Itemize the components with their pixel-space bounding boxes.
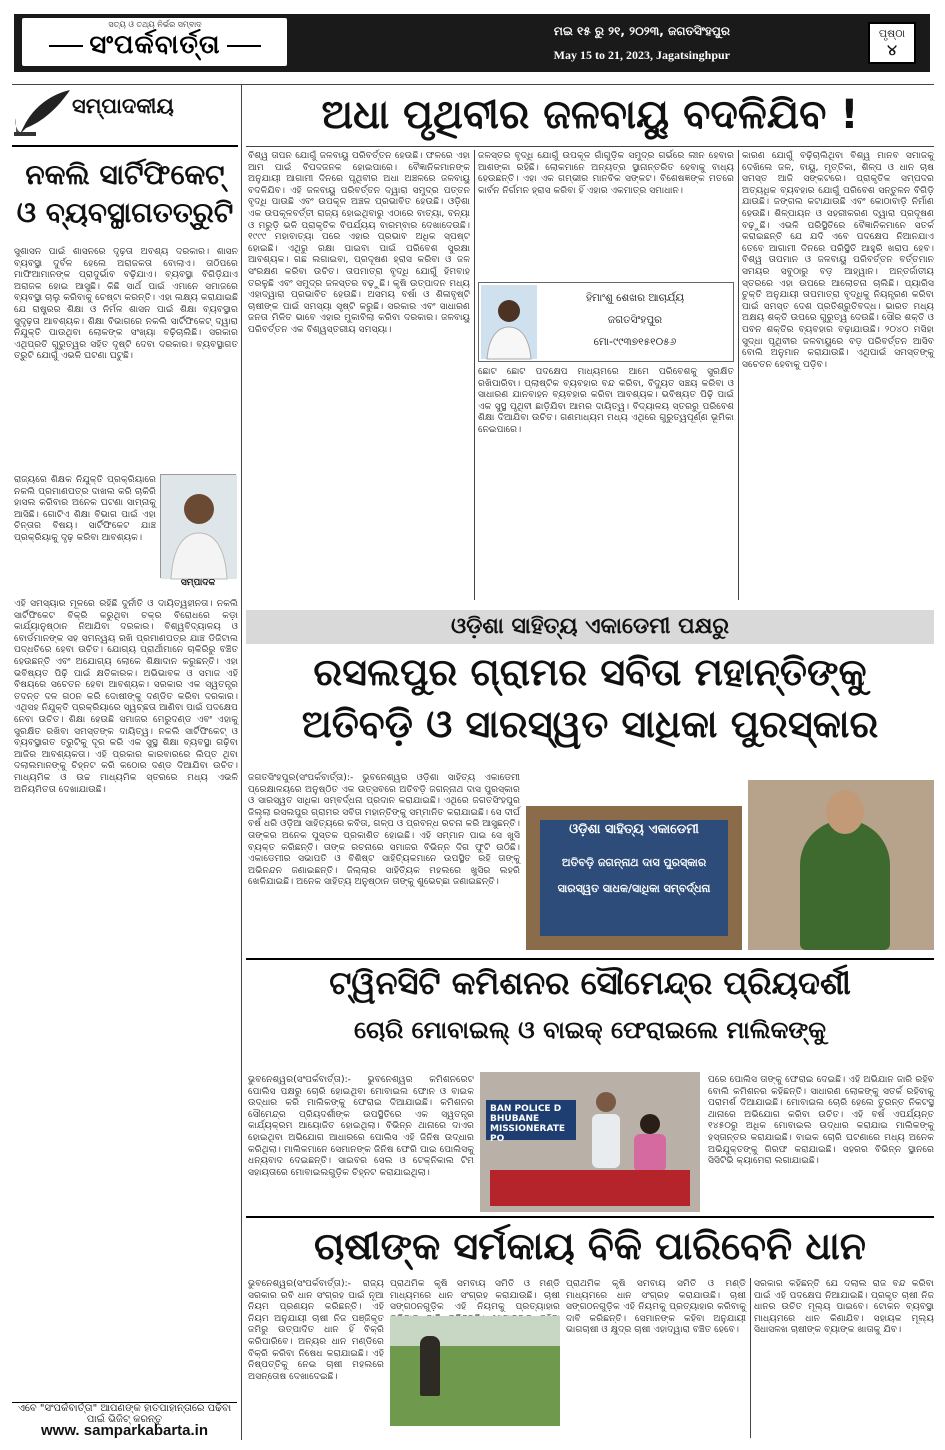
column-rule-climate-2 <box>738 150 739 600</box>
quill-icon <box>12 88 72 138</box>
author-portrait-icon <box>481 285 537 359</box>
page-label: ପୃଷ୍ଠା <box>878 27 906 40</box>
editor-portrait-icon <box>161 475 237 579</box>
author-photo <box>481 285 537 359</box>
academy-sign-award: ଅତିବଡ଼ି ଜଗନ୍ନାଥ ଦାସ ପୁରସ୍କାର <box>561 856 707 869</box>
academy-sign-honour: ସାରସ୍ୱତ ସାଧକ/ସାଧିକା ସମ୍ବର୍ଦ୍ଧନା <box>557 882 711 895</box>
editorial-body-part3: ଏହି ସମସ୍ୟାର ମୂଳରେ ରହିଛି ଦୁର୍ନୀତି ଓ ଦାୟିତ୍ୱହୀନତା। ନକଲି ସାର୍ଟିଫିକେଟ ବିକ୍ରି କରୁଥିବା ଚକ୍ର ବିରୋଧରେ କଡ଼ା କାର୍ଯ୍ୟାନୁଷ୍ଠାନ ନିଆଯିବା ଦରକାର। ବିଶ୍ୱବିଦ୍ୟାଳୟ ଓ ବୋର୍ଡମାନଙ୍କ ସହ ସମନ୍ୱୟ ରଖି ପ୍ରମାଣପତ୍ର ଯାଞ୍ଚ ଡିଜିଟାଲ ପଦ୍ଧତିରେ ହେବା ଉଚିତ। ଯୋଗ୍ୟ ପ୍ରାର୍ଥୀମାନେ ଚାକିରିରୁ ବଞ୍ଚିତ ହେଉଛନ୍ତି ଏବଂ ଅଯୋଗ୍ୟ ଲୋକେ ଶିକ୍ଷାଦାନ କରୁଛନ୍ତି। ଏହା ଭବିଷ୍ୟତ ପିଢ଼ି ପାଇଁ କ୍ଷତିକାରକ। ଅଭିଭାବକ ଓ ସମାଜ ଏହି ବିଷୟରେ ସଚେତନ ହେବା ଆବଶ୍ୟକ। ସରକାର ଏକ ସ୍ୱତନ୍ତ୍ର ତଦନ୍ତ ଦଳ ଗଠନ କରି ଦୋଷୀଙ୍କୁ ଦଣ୍ଡିତ କରିବା ଦରକାର। ଏଥିସହ ନିଯୁକ୍ତି ପ୍ରକ୍ରିୟାରେ ସ୍ୱଚ୍ଛତା ଆଣିବା ପାଇଁ ପଦକ୍ଷେପ ନେବା ଉଚିତ। ଶିକ୍ଷା ହେଉଛି ସମାଜର ମେରୁଦଣ୍ଡ ଏବଂ ଏହାକୁ ସୁରକ୍ଷିତ ରଖିବା ସମସ୍ତଙ୍କ ଦାୟିତ୍ୱ। ନକଲି ସାର୍ଟିଫିକେଟ୍ ଓ ବ୍ୟବସ୍ଥାଗତ ତ୍ରୁଟିକୁ ଦୂର କରି ଏକ ସୁସ୍ଥ ଶିକ୍ଷା ବ୍ୟବସ୍ଥା ଗଢ଼ିବା ଆଜିର ଆବଶ୍ୟକତା। ଏହି ପ୍ରକାର କାରବାରରେ ଲିପ୍ତ ଥିବା ଦଲାଲମାନଙ୍କୁ ଚିହ୍ନଟ କରି କଠୋର ଦଣ୍ଡ ଦିଆଯିବା ଉଚିତ। ମାଧ୍ୟମିକ ଓ ଉଚ୍ଚ ମାଧ୍ୟମିକ ସ୍ତରରେ ମଧ୍ୟ ଏଭଳି ଅନିୟମିତତା ଦେଖାଯାଉଛି। <box>14 598 238 795</box>
header-rule <box>12 84 934 85</box>
newspaper-name <box>30 30 280 61</box>
farmer-figure <box>420 1336 440 1396</box>
issue-date-odia: ମଇ ୧୫ ରୁ ୨୧, ୨୦୨୩, ଜଗତସିଂହପୁର <box>553 24 730 38</box>
page-number-box <box>868 22 916 64</box>
awardee-figure <box>800 820 890 950</box>
police-banner-line3: MISSIONERATE PO <box>490 1124 566 1144</box>
page-number: ୪ <box>887 41 897 59</box>
academy-sign-board <box>540 820 728 936</box>
logo-tagline: ସତ୍ୟ ଓ ତଥ୍ୟ ନିର୍ଭର ସମ୍ବାଦ <box>108 20 202 29</box>
editor-photo-caption: ସମ୍ପାଦକ <box>180 578 216 588</box>
police-banner-line2: BHUBANE <box>490 1114 540 1124</box>
paddy-body-left-top: ପ୍ରାଥମିକ କୃଷି ସମବାୟ ସମିତି ଓ ମଣ୍ଡି ମାଧ୍ୟମରେ ଧାନ ସଂଗ୍ରହ କରାଯାଉଛି। ଚାଷୀ ସଙ୍ଗଠନଗୁଡ଼ିକ ଏହି ନିୟମକୁ ପ୍ରତ୍ୟାହାର <box>390 1278 560 1313</box>
editorial-body-part1: ସୁଶାସନ ପାଇଁ ଶାସନରେ ଦୃଢ଼ତା ଅବଶ୍ୟ ଦରକାର। ଶାସନ ବ୍ୟବସ୍ଥା ଦୁର୍ବଳ ହେଲେ ଅରାଜକତା ବୋଲାଏ। ତାଠିପରେ ମାଫିଆମାନଙ୍କ ପ୍ରାଦୁର୍ଭାବ ବଢ଼ିଯାଏ। ବ୍ୟବସ୍ଥା ବିଗିଡ଼ିଯାଏ ଅରାଜକ ହୋଇ ଆସୁଛି। କିଛି ସାର୍ଥ ପାଇଁ ଏମାନେ ସମାଜରେ ବ୍ୟବସ୍ଥା ଚାଲୁ କରିବାକୁ ଚେଷ୍ଟା କରନ୍ତି। ଏହା ଲକ୍ଷ୍ୟ କରାଯାଇଛି ଯେ ରାଷ୍ଟ୍ରର ଶିକ୍ଷା ଓ ନିର୍ମଳ ଶାସନ ପାଇଁ ଶିକ୍ଷା ବ୍ୟବସ୍ଥାର ସୁଦୃଢ଼ତା ଆବଶ୍ୟକ। ଶିକ୍ଷା ବିଭାଗରେ ନକଲି ସାର୍ଟିଫିକେଟ୍ ଦ୍ୱାରା ନିଯୁକ୍ତି ପାଉଥିବା ଲୋକଙ୍କ ସଂଖ୍ୟା ବଢ଼ିଚାଲିଛି। ସରକାର ଏଥିପ୍ରତି ଗୁରୁତ୍ୱର ସହିତ ଦୃଷ୍ଟି ଦେବା ଦରକାର। ବ୍ୟବସ୍ଥାଗତ ତ୍ରୁଟି ଯୋଗୁଁ ଏଭଳି ଘଟଣା ଘଟୁଛି। <box>14 246 238 362</box>
editorial-title-rule <box>12 145 238 147</box>
paddy-body-left: ଭୁବନେଶ୍ୱର(ସଂପର୍କବାର୍ତ୍ତା):- ରାଜ୍ୟ ସରକାର ରବି ଧାନ ସଂଗ୍ରହ ପାଇଁ ନୂଆ ନିୟମ ପ୍ରଣୟନ କରିଛନ୍ତି। ଏହି ନିୟମ ଅନୁଯାୟୀ ଚାଷୀ ନିଜ ପଞ୍ଜିକୃତ ଜମିରୁ ଉତ୍ପାଦିତ ଧାନ ହିଁ ବିକ୍ରି କରିପାରିବେ। ଅନ୍ୟର ଧାନ ମଣ୍ଡିରେ ବିକ୍ରି କରିବା ନିଷେଧ କରାଯାଇଛି। ଏହି ନିଷ୍ପତ୍ତିକୁ ନେଇ ଚାଷୀ ମହଲରେ ଅସନ୍ତୋଷ ଦେଖାଦେଇଛି। <box>248 1278 384 1382</box>
police-banner <box>486 1100 576 1144</box>
police-body-right: ପରେ ପୋଲିସ ତାଙ୍କୁ ଫେରାଇ ଦେଇଛି। ଏହି ଅଭିଯାନ ଜାରି ରହିବ ବୋଲି କମିଶନର କହିଛନ୍ତି। ସାଧାରଣ ଲୋକଙ୍କୁ ସତର୍କ ରହିବାକୁ ପରାମର୍ଶ ଦିଆଯାଇଛି। ମୋବାଇଲ ଚୋରି ହେଲେ ତୁରନ୍ତ ନିକଟସ୍ଥ ଥାନାରେ ଅଭିଯୋଗ କରିବା ଉଚିତ। ଏହି ବର୍ଷ ଏପର୍ଯ୍ୟନ୍ତ ୧୪୫୦ରୁ ଅଧିକ ମୋବାଇଲ ଉଦ୍ଧାର କରାଯାଇ ମାଲିକଙ୍କୁ ହସ୍ତାନ୍ତର କରାଯାଇଛି। ବାଇକ ଚୋରି ଘଟଣାରେ ମଧ୍ୟ ଅନେକ ଅଭିଯୁକ୍ତଙ୍କୁ ଗିରଫ କରାଯାଇଛି। ସହରର ବିଭିନ୍ନ ସ୍ଥାନରେ ସିସିଟିଭି କ୍ୟାମେରା ଲଗାଯାଇଛି। <box>708 1074 934 1167</box>
author-phone: ମୋ-୯୯୩୭୧୫୧୦୫୬ <box>593 336 677 348</box>
award-body: ଜଗତସିଂହପୁର(ସଂପର୍କବାର୍ତ୍ତା):- ଭୁବନେଶ୍ୱର ଓଡ଼ିଶା ସାହିତ୍ୟ ଏକାଡେମୀ ପ୍ରେକ୍ଷାଳୟରେ ଅନୁଷ୍ଠିତ ଏକ ଉତ୍ସବରେ ଅତିବଡ଼ି ଜଗନ୍ନାଥ ଦାସ ପୁରସ୍କାର ଓ ସାରସ୍ୱତ ସାଧିକା ସମ୍ବର୍ଦ୍ଧନା ପ୍ରଦାନ କରାଯାଇଛି। ଏଥିରେ ଜଗତସିଂହପୁର ଜିଲ୍ଲା ରସଲପୁର ଗ୍ରାମର ସବିତା ମହାନ୍ତିଙ୍କୁ ସମ୍ମାନିତ କରାଯାଇଛି। ସେ ଦୀର୍ଘ ବର୍ଷ ଧରି ଓଡ଼ିଆ ସାହିତ୍ୟରେ କବିତା, ଗଳ୍ପ ଓ ପ୍ରବନ୍ଧ ରଚନା କରି ଆସୁଛନ୍ତି। ତାଙ୍କର ଅନେକ ପୁସ୍ତକ ପ୍ରକାଶିତ ହୋଇଛି। ଏହି ସମ୍ମାନ ପାଇ ସେ ଖୁସି ବ୍ୟକ୍ତ କରିଛନ୍ତି। ତାଙ୍କ ରଚନାରେ ସମାଜର ବିଭିନ୍ନ ଦିଗ ଫୁଟି ଉଠିଛି। ଏକାଡେମୀର ସଭାପତି ଓ ବିଶିଷ୍ଟ ସାହିତ୍ୟିକମାନେ ଉପସ୍ଥିତ ରହି ତାଙ୍କୁ ଅଭିନନ୍ଦନ ଜଣାଇଛନ୍ତି। ଜିଲ୍ଲାର ସାହିତ୍ୟିକ ମହଲରେ ଖୁସିର ଲହରି ଖେଳିଯାଇଛି। ଅନେକ ସାହିତ୍ୟ ଅନୁଷ୍ଠାନ ତାଙ୍କୁ ଶୁଭେଚ୍ଛା ଜଣାଇଛନ୍ତି। <box>248 772 520 888</box>
police-event-table <box>490 1170 690 1206</box>
paddy-body-right: ସରକାର କହିଛନ୍ତି ଯେ ଦଲାଲ ରାଜ ବନ୍ଦ କରିବା ପାଇଁ ଏହି ପଦକ୍ଷେପ ନିଆଯାଇଛି। ପ୍ରକୃତ ଚାଷୀ ନିଜ ଧାନର ଉଚିତ ମୂଲ୍ୟ ପାଇବେ। ଟୋକନ ବ୍ୟବସ୍ଥା ମାଧ୍ୟମରେ ଧାନ କିଣାଯିବ। ସହାୟକ ମୂଲ୍ୟ ସିଧାସଳଖ ଚାଷୀଙ୍କ ବ୍ୟାଙ୍କ ଖାତାକୁ ଯିବ। <box>754 1278 934 1336</box>
police-headline-line1: ଟ୍ୱିନସିଟି କମିଶନର ସୌମେନ୍ଦ୍ର ପ୍ରିୟଦର୍ଶୀ <box>329 964 851 1002</box>
police-banner-line1: BAN POLICE D <box>490 1104 562 1114</box>
newspaper-name-text: ସଂପର୍କବାର୍ତ୍ତା <box>89 30 221 60</box>
award-headline-line2: ଅତିବଡ଼ି ଓ ସାରସ୍ୱତ ସାଧିକା ପୁରସ୍କାର <box>301 702 879 746</box>
climate-column-2: ଜଳସ୍ତର ବୃଦ୍ଧି ଯୋଗୁଁ ଉପକୂଳ ଗାଁଗୁଡ଼ିକ ସମୁଦ୍ର ଗର୍ଭରେ ଲୀନ ହେବାର ଆଶଙ୍କା ରହିଛି। ଲୋକମାନେ ଅନ୍ୟତ୍ର ସ୍ଥାନାନ୍ତରିତ ହେବାକୁ ବାଧ୍ୟ ହେଉଛନ୍ତି। ଏହା ଏକ ଗମ୍ଭୀର ମାନବିକ ସଙ୍କଟ। ବିଶେଷଜ୍ଞଙ୍କ ମତରେ କାର୍ବନ ନିର୍ଗମନ ହ୍ରାସ କରିବା ହିଁ ଏହାର ଏକମାତ୍ର ସମାଧାନ। <box>478 150 734 196</box>
police-bottom-rule <box>246 1216 934 1218</box>
column-rule-left <box>241 84 242 1440</box>
column-rule-paddy <box>750 1278 751 1438</box>
award-headline-line1: ରସଲପୁର ଗ୍ରାମର ସବିତା ମହାନ୍ତିଙ୍କୁ <box>313 650 867 694</box>
paddy-field-sky <box>390 1316 560 1346</box>
author-place: ଜଗତସିଂହପୁର <box>607 314 663 326</box>
paddy-body-mid: ପ୍ରାଥମିକ କୃଷି ସମବାୟ ସମିତି ଓ ମଣ୍ଡି ମାଧ୍ୟମରେ ଧାନ ସଂଗ୍ରହ କରାଯାଉଛି। ଚାଷୀ ସଙ୍ଗଠନଗୁଡ଼ିକ ଏହି ନିୟମକୁ ପ୍ରତ୍ୟାହାର କରିବାକୁ ଦାବି କରିଛନ୍ତି। ସେମାନଙ୍କ କହିବା ଅନୁଯାୟୀ ଭାଗଚାଷୀ ଓ କ୍ଷୁଦ୍ର ଚାଷୀ ଏହାଦ୍ୱାରା ବଞ୍ଚିତ ହେବେ। <box>566 1278 746 1336</box>
paddy-headline: ଚାଷୀଙ୍କ ସର୍ମକାୟ ବିକି ପାରିବେନି ଧାନ <box>314 1224 866 1268</box>
column-rule-climate-1 <box>474 150 475 600</box>
issue-date-english: May 15 to 21, 2023, Jagatsinghpur <box>553 48 730 62</box>
web-promo-text: ଏବେ "ସଂପର୍କବାର୍ତ୍ତା" ଆପଣଙ୍କ ହାତପାହାନ୍ତାରେ ପଢିବା ପାଇଁ ଭିଜିଟ୍ କରନ୍ତୁ <box>12 1402 237 1418</box>
pen-icon <box>49 45 83 47</box>
pen-icon-right <box>227 45 261 47</box>
editorial-headline-line2: ଓ ବ୍ୟବସ୍ଥାଗତତ୍ରୁଟି <box>16 196 234 229</box>
editorial-section-title: ସମ୍ପାଦକୀୟ <box>72 94 174 118</box>
editorial-headline-line1: ନକଲି ସାର୍ଟିଫିକେଟ୍ <box>25 158 225 191</box>
academy-sign-title: ଓଡ଼ିଶା ସାହିତ୍ୟ ଏକାଡେମୀ <box>569 822 699 837</box>
climate-headline: ଅଧା ପୃଥିବୀର ଜଳବାୟୁ ବଦଳିଯିବ ! <box>321 92 859 138</box>
awardee-face <box>826 790 864 834</box>
editorial-body-part2: ରାଜ୍ୟରେ ଶିକ୍ଷକ ନିଯୁକ୍ତି ପ୍ରକ୍ରିୟାରେ ନକଲି ପ୍ରମାଣପତ୍ର ଦାଖଲ କରି ଚାକିରି ହାସଲ କରିବାର ଅନେକ ଘଟଣା ସାମ୍ନାକୁ ଆସିଛି। ଗୋଟିଏ ଶିକ୍ଷା ବିଭାଗ ପାଇଁ ଏହା ଚିନ୍ତାର ବିଷୟ। ସାର୍ଟିଫିକେଟ ଯାଞ୍ଚ ପ୍ରକ୍ରିୟାକୁ ଦୃଢ଼ କରିବା ଆବଶ୍ୟକ। <box>14 474 156 543</box>
climate-column-1: ବିଶ୍ୱ ତାପନ ଯୋଗୁଁ ଜଳବାୟୁ ପରିବର୍ତ୍ତନ ହେଉଛି। ଫଳରେ ଏହା ଆମ ପାଇଁ ବିପଦଜନକ ହୋଇପାରେ। ବୈଜ୍ଞାନିକମାନଙ୍କ ଅନୁଯାୟୀ ଆଗାମୀ ଦିନରେ ପୃଥିବୀର ଅଧା ଅଞ୍ଚଳରେ ଜଳବାୟୁ ବଦଳିଯିବ। ଏହି ଜଳବାୟୁ ପରିବର୍ତ୍ତନ ଦ୍ୱାରା ସମୁଦ୍ର ପତ୍ତନ ବୃଦ୍ଧି ପାଉଛି ଏବଂ ଉପକୂଳ ଅଞ୍ଚଳ ପ୍ରଭାବିତ ହେଉଛି। ଓଡ଼ିଶା ଏକ ଉପକୂଳବର୍ତ୍ତୀ ରାଜ୍ୟ ହୋଇଥିବାରୁ ଏଠାରେ ବାତ୍ୟା, ବନ୍ୟା ଓ ମରୁଡ଼ି ଭଳି ପ୍ରାକୃତିକ ବିପର୍ଯ୍ୟୟ ବାରମ୍ବାର ଦେଖାଦେଉଛି। ୧୯୯୯ ମହାବାତ୍ୟା ପରେ ଏହାର ପ୍ରଭାବ ଅଧିକ ସ୍ପଷ୍ଟ ହୋଇଛି। ଏଥିରୁ ରକ୍ଷା ପାଇବା ପାଇଁ ପରିବେଶ ସୁରକ୍ଷା ଆବଶ୍ୟକ। ଗଛ ଲଗାଇବା, ପ୍ରଦୂଷଣ ହ୍ରାସ କରିବା ଓ ଜଳ ସଂରକ୍ଷଣ କରିବା ଉଚିତ। ତାପମାତ୍ରା ବୃଦ୍ଧି ଯୋଗୁଁ ହିମବାହ ତରଳୁଛି ଏବଂ ସମୁଦ୍ର ଜଳସ୍ତର ବଢ଼ୁଛି। କୃଷି ଉତ୍ପାଦନ ମଧ୍ୟ ଏହାଦ୍ୱାରା ପ୍ରଭାବିତ ହେଉଛି। ଅସମୟ ବର୍ଷା ଓ ଶିଳାବୃଷ୍ଟି ଚାଷୀଙ୍କ ପାଇଁ ସମସ୍ୟା ସୃଷ୍ଟି କରୁଛି। ସରକାର ଏବଂ ସାଧାରଣ ଜନତା ମିଳିତ ଭାବେ ଏହାର ମୁକାବିଲା କରିବା ଦରକାର। ଜଳବାୟୁ ପରିବର୍ତ୍ତନ ଏକ ବିଶ୍ୱସ୍ତରୀୟ ସମସ୍ୟା। <box>248 150 470 335</box>
award-bottom-rule <box>246 958 934 960</box>
climate-headline-rule <box>246 146 934 147</box>
police-headline-line2: ଚୋରି ମୋବାଇଲ୍ ଓ ବାଇକ୍ ଫେରାଇଲେ ମାଲିକଙ୍କୁ <box>353 1016 826 1044</box>
police-body-left: ଭୁବନେଶ୍ୱର(ସଂପର୍କବାର୍ତ୍ତା):- ଭୁବନେଶ୍ୱର କମିଶନରେଟ ପୋଲିସ ପକ୍ଷରୁ ଚୋରି ହୋଇଥିବା ମୋବାଇଲ ଫୋନ ଓ ବାଇକ ଉଦ୍ଧାର କରି ମାଲିକଙ୍କୁ ଫେରାଇ ଦିଆଯାଇଛି। କମିଶନର ସୌମେନ୍ଦ୍ର ପ୍ରିୟଦର୍ଶୀଙ୍କ ଉପସ୍ଥିତିରେ ଏକ ସ୍ୱତନ୍ତ୍ର କାର୍ଯ୍ୟକ୍ରମ ଆୟୋଜିତ ହୋଇଥିଲା। ବିଭିନ୍ନ ଥାନାରେ ଦାଏର ହୋଇଥିବା ଅଭିଯୋଗ ଆଧାରରେ ପୋଲିସ ଏହି ଜିନିଷ ଉଦ୍ଧାର କରିଥିଲା। ମାଲିକମାନେ ସେମାନଙ୍କ ଜିନିଷ ଫେରି ପାଇ ପୋଲିସକୁ ଧନ୍ୟବାଦ ଦେଇଛନ୍ତି। ସାଇବର ସେଲ ଓ ଟେକ୍ନିକାଲ ଟିମ ସହାୟତାରେ ମୋବାଇଲଗୁଡ଼ିକ ଚିହ୍ନଟ କରାଯାଇଥିଲା। <box>248 1074 474 1178</box>
officer-figure-icon <box>586 1088 626 1168</box>
climate-column-3: କାରଣ ଯୋଗୁଁ ବଢ଼ିଚାଲିଥିବା ବିଶ୍ୱ ମାନବ ସମାଜକୁ ଦେଖିଲେ ଜଳ, ବାୟୁ, ମୃତ୍ତିକା, ଶିଳ୍ପ ଓ ଧାନ ଚାଷ ସମସ୍ତ ଆଜି ସଙ୍କଟରେ। ପ୍ରାକୃତିକ ସମ୍ପଦର ଅତ୍ୟଧିକ ବ୍ୟବହାର ଯୋଗୁଁ ପରିବେଶ ସନ୍ତୁଳନ ବିଗିଡ଼ି ଯାଉଛି। ଜଙ୍ଗଲ କଟାଯାଉଛି ଏବଂ କୋଠାବାଡ଼ି ନିର୍ମାଣ ହେଉଛି। ଶିଳ୍ପାୟନ ଓ ସହରୀକରଣ ଦ୍ୱାରା ପ୍ରଦୂଷଣ ବଢ଼ୁଛି। ଏଭଳି ପରିସ୍ଥିତିରେ ବୈଜ୍ଞାନିକମାନେ ସତର୍କ କରାଇଛନ୍ତି ଯେ ଯଦି ଏବେ ପଦକ୍ଷେପ ନିଆନଯାଏ ତେବେ ଆଗାମୀ ଦିନରେ ପରିସ୍ଥିତି ଆହୁରି ଖରାପ ହେବ। ବିଶ୍ୱ ତାପମାନ ଓ ଜଳବାୟୁ ପରିବର୍ତ୍ତନ ବର୍ତ୍ତମାନ ସମୟର ସବୁଠାରୁ ବଡ଼ ଆହ୍ୱାନ। ଅନ୍ତର୍ଜାତୀୟ ସ୍ତରରେ ଏହା ଉପରେ ଆଲୋଚନା ଚାଲିଛି। ପ୍ୟାରିସ ଚୁକ୍ତି ଅନୁଯାୟୀ ତାପମାତ୍ରା ବୃଦ୍ଧିକୁ ନିୟନ୍ତ୍ରଣ କରିବା ପାଇଁ ସମସ୍ତ ଦେଶ ପ୍ରତିଶ୍ରୁତିବଦ୍ଧ। ଭାରତ ମଧ୍ୟ ଅକ୍ଷୟ ଶକ୍ତି ଉପରେ ଗୁରୁତ୍ୱ ଦେଉଛି। ସୌର ଶକ୍ତି ଓ ପବନ ଶକ୍ତିର ବ୍ୟବହାର ବଢ଼ାଯାଉଛି। ୨୦୪୦ ମସିହା ସୁଦ୍ଧା ପୃଥିବୀର ଜଳବାୟୁରେ ବଡ଼ ପରିବର୍ତ୍ତନ ଆସିବ ବୋଲି ଅନୁମାନ କରାଯାଉଛି। ଏଥିପାଇଁ ସମସ୍ତଙ୍କୁ ସଚେତନ ହେବାକୁ ପଡ଼ିବ। <box>742 150 934 370</box>
editor-photo <box>160 474 236 578</box>
website-link[interactable]: www. samparkabarta.in <box>40 1422 208 1439</box>
editorial-headline <box>14 156 236 232</box>
author-name: ହିମାଂଶୁ ଶେଖର ଆଚାର୍ଯ୍ୟ <box>585 292 685 304</box>
citizen-figure-icon <box>630 1112 670 1172</box>
award-kicker: ଓଡ଼ିଶା ସାହିତ୍ୟ ଏକାଡେମୀ ପକ୍ଷରୁ <box>246 610 934 644</box>
climate-column-2b: ଛୋଟ ଛୋଟ ପଦକ୍ଷେପ ମାଧ୍ୟମରେ ଆମେ ପରିବେଶକୁ ସୁରକ୍ଷିତ ରଖିପାରିବା। ପ୍ଲାଷ୍ଟିକ ବ୍ୟବହାର ବନ୍ଦ କରିବା, ବିଦ୍ୟୁତ ସଞ୍ଚୟ କରିବା ଓ ସାଧାରଣ ଯାନବାହନ ବ୍ୟବହାର କରିବା ଆବଶ୍ୟକ। ଭବିଷ୍ୟତ ପିଢ଼ି ପାଇଁ ଏକ ସୁସ୍ଥ ପୃଥିବୀ ଛାଡ଼ିଯିବା ଆମର ଦାୟିତ୍ୱ। ବିଦ୍ୟାଳୟ ସ୍ତରରୁ ପରିବେଶ ଶିକ୍ଷା ଦିଆଯିବା ଉଚିତ। ଗଣମାଧ୍ୟମ ମଧ୍ୟ ଏଥିରେ ଗୁରୁତ୍ୱପୂର୍ଣ୍ଣ ଭୂମିକା ନେଇପାରେ। <box>478 366 734 435</box>
